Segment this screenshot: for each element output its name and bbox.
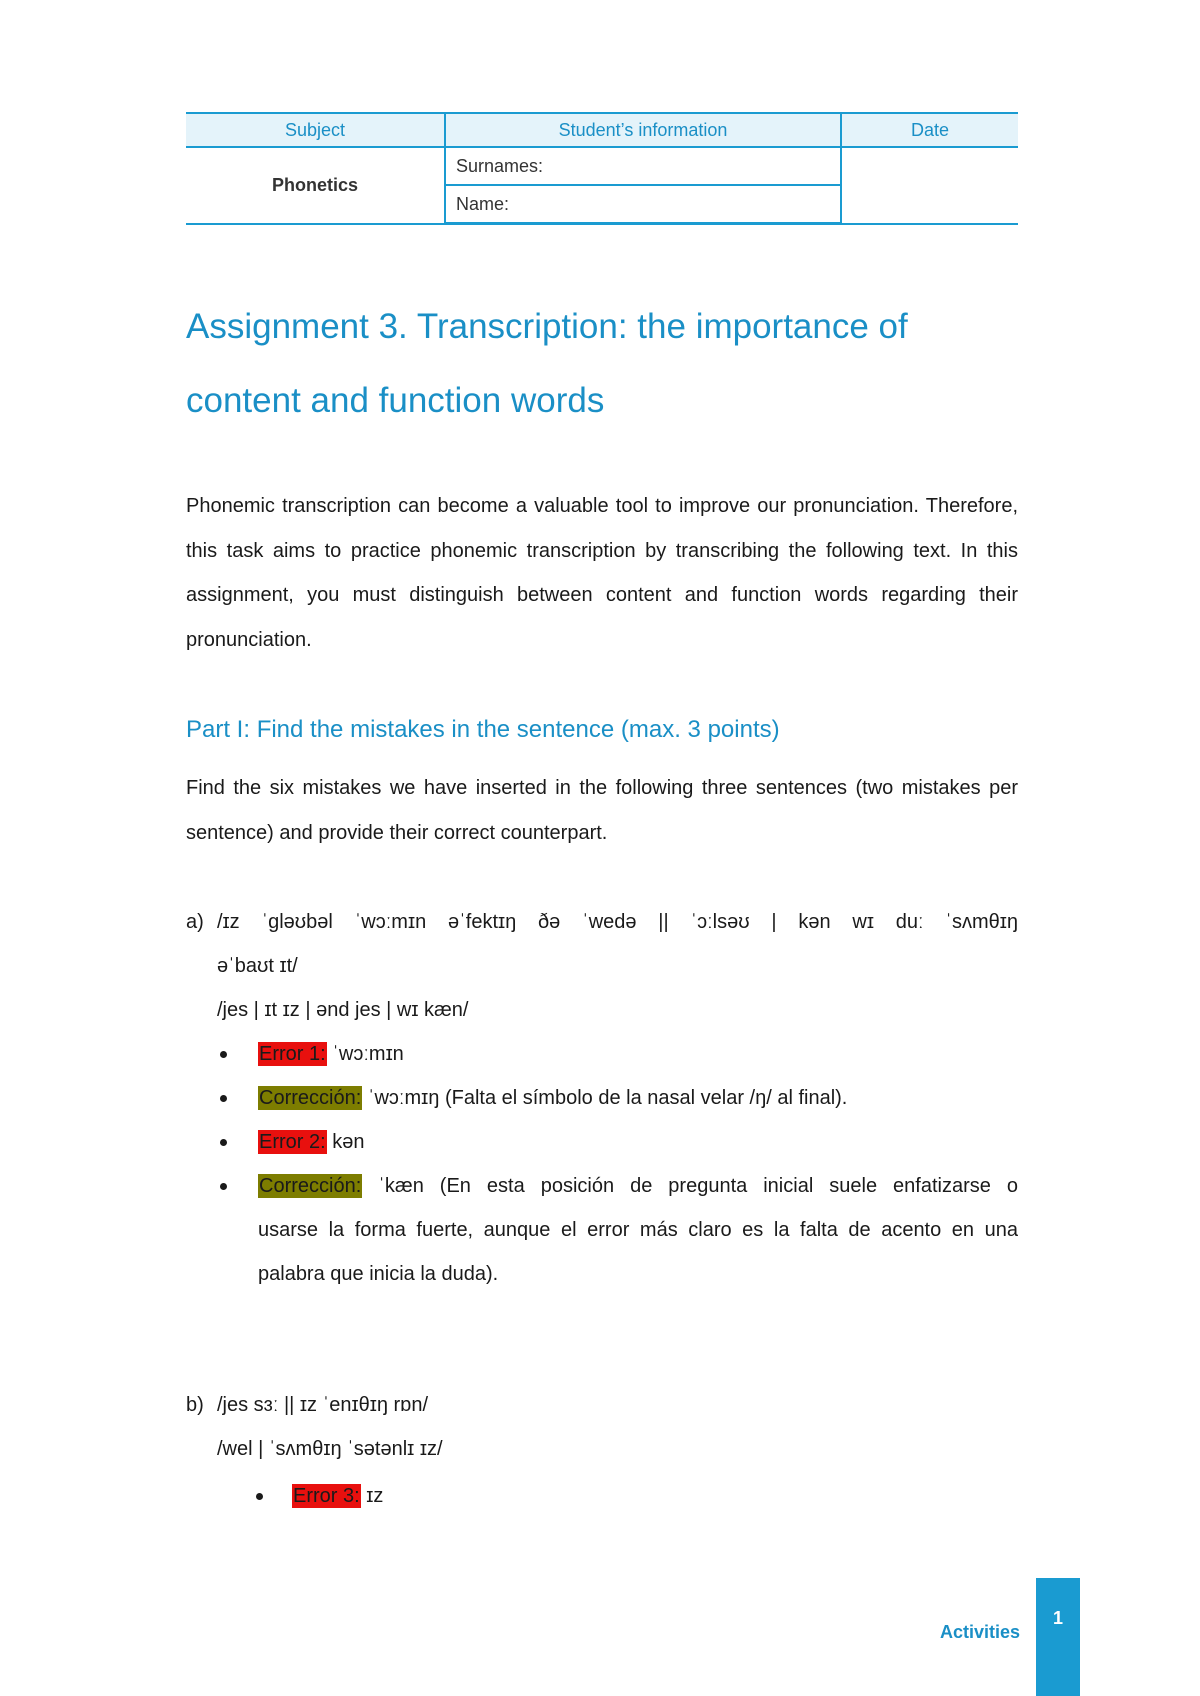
header-student-col: Student’s information bbox=[445, 113, 841, 147]
header-date-col: Date bbox=[841, 113, 1018, 147]
item-b-line1: /jes sɜː || ɪz ˈenɪθɪŋ rɒn/ bbox=[217, 1394, 428, 1416]
error-1 bbox=[258, 1032, 404, 1076]
title-line-1: Assignment 3. Transcription: the importance of bbox=[186, 307, 908, 346]
bullet-icon bbox=[256, 1493, 263, 1500]
correction-2 bbox=[258, 1164, 1018, 1208]
item-a-line2: əˈbaʊt ɪt/ bbox=[217, 955, 298, 977]
error-3-text: ɪz bbox=[360, 1485, 384, 1507]
bullet-icon bbox=[220, 1139, 227, 1146]
part1-heading: Part I: Find the mistakes in the sentence (max. 3 points) bbox=[186, 716, 780, 743]
error-2-text: kən bbox=[326, 1131, 365, 1153]
item-a-label: a) bbox=[186, 911, 204, 933]
correction-1 bbox=[258, 1076, 847, 1120]
correction-2-label: Corrección: bbox=[259, 1175, 362, 1197]
assignment-title bbox=[186, 290, 1026, 438]
item-a-line3: /jes | ɪt ɪz | ənd jes | wɪ kæn/ bbox=[217, 999, 469, 1021]
correction-1-text: ˈwɔːmɪŋ (Falta el símbolo de la nasal velar /ŋ/ al final). bbox=[362, 1087, 848, 1109]
correction-2-text-3: palabra que inicia la duda). bbox=[258, 1263, 499, 1285]
name-field[interactable]: Name: bbox=[445, 185, 841, 224]
error-2-label: Error 2: bbox=[259, 1131, 326, 1153]
correction-1-label: Corrección: bbox=[259, 1087, 362, 1109]
header-table bbox=[186, 112, 1018, 225]
title-line-2: content and function words bbox=[186, 381, 605, 420]
error-3 bbox=[292, 1474, 383, 1518]
page-number-box bbox=[1036, 1578, 1080, 1696]
footer-section-label: Activities bbox=[940, 1622, 1021, 1642]
item-a-line1: /ɪz ˈgləʊbəl ˈwɔːmɪn əˈfektɪŋ ðə ˈwedə || ˈɔːlsəʊ | kən wɪ duː ˈsʌmθɪŋ bbox=[217, 911, 1018, 933]
item-b-line2: /wel | ˈsʌmθɪŋ ˈsətənlɪ ɪz/ bbox=[217, 1438, 443, 1460]
page-number: 1 bbox=[1052, 1608, 1063, 1628]
correction-2-text-2: usarse la forma fuerte, aunque el error más claro es la falta de acento en una bbox=[258, 1219, 1018, 1241]
date-field[interactable] bbox=[841, 147, 1018, 224]
error-1-label: Error 1: bbox=[259, 1043, 326, 1065]
header-subject-col: Subject bbox=[186, 113, 445, 147]
item-b-label: b) bbox=[186, 1394, 204, 1416]
part1-instructions: Find the six mistakes we have inserted in the following three sentences (two mistakes per sentence) and provide their correct counterpart. bbox=[186, 777, 1018, 844]
error-3-label: Error 3: bbox=[293, 1485, 360, 1507]
correction-2-text-1: ˈkæn (En esta posición de pregunta inicial suele enfatizarse o bbox=[362, 1175, 1018, 1197]
bullet-icon bbox=[220, 1183, 227, 1190]
subject-value: Phonetics bbox=[186, 147, 445, 224]
error-2 bbox=[258, 1120, 365, 1164]
error-1-text: ˈwɔːmɪn bbox=[326, 1043, 404, 1065]
bullet-icon bbox=[220, 1051, 227, 1058]
bullet-icon bbox=[220, 1095, 227, 1102]
intro-paragraph: Phonemic transcription can become a valuable tool to improve our pronunciation. Therefore, this task aims to practice phonemic transcription by transcribing the following text. In this assignment, you must distinguish between content and function words regarding their pronunciation. bbox=[186, 495, 1018, 651]
surnames-field[interactable]: Surnames: bbox=[445, 147, 841, 185]
